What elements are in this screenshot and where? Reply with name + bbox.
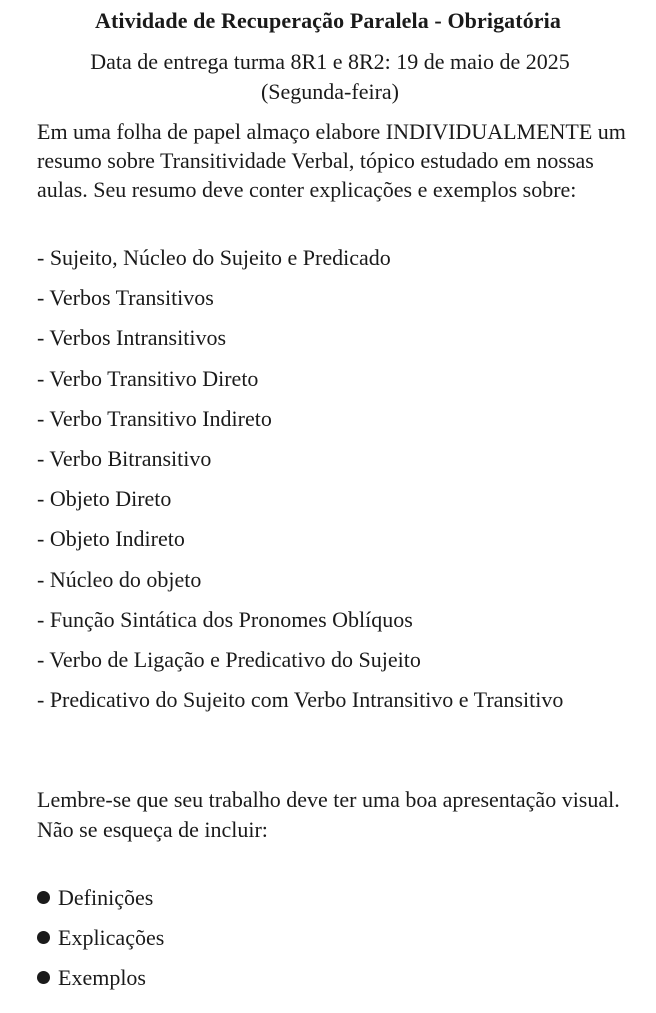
due-date: [40, 47, 620, 107]
topic-item: - Núcleo do objeto: [37, 566, 202, 592]
topic-item: - Sujeito, Núcleo do Sujeito e Predicado: [37, 245, 391, 270]
topic-item: - Verbo Bitransitivo: [37, 445, 212, 471]
topic-item: - Verbos Intransitivos: [37, 325, 227, 351]
checklist-item: [37, 923, 164, 953]
checklist: [37, 883, 164, 1003]
topic-item: - Função Sintática dos Pronomes Oblíquos: [37, 606, 413, 632]
bullet-icon: [37, 971, 50, 984]
document-title: Atividade de Recuperação Paralela - Obrigatória: [94, 8, 561, 33]
checklist-item: [37, 883, 164, 913]
topic-item: - Verbo Transitivo Indireto: [37, 405, 272, 431]
topic-item: - Objeto Direto: [37, 486, 172, 512]
reminder-paragraph: Lembre-se que seu trabalho deve ter uma boa apresentação visual. Não se esqueça de incluir:: [37, 787, 620, 842]
due-date-line: Data de entrega turma 8R1 e 8R2: 19 de maio de 2025: [90, 49, 570, 74]
topic-item: - Verbos Transitivos: [37, 285, 214, 311]
bullet-icon: [37, 891, 50, 904]
checklist-label: Exemplos: [58, 965, 146, 990]
bullet-icon: [37, 931, 50, 944]
checklist-label: Definições: [58, 885, 154, 910]
topic-item: - Verbo Transitivo Direto: [37, 365, 259, 391]
topic-item: - Verbo de Ligação e Predicativo do Sujeito: [37, 646, 421, 672]
due-day: (Segunda-feira): [260, 79, 400, 104]
checklist-item: [37, 963, 164, 993]
topic-list: [37, 243, 637, 724]
topic-item: - Objeto Indireto: [37, 526, 185, 552]
checklist-label: Explicações: [58, 925, 165, 950]
intro-paragraph: Em uma folha de papel almaço elabore INDIVIDUALMENTE um resumo sobre Transitividade Verbal, tópico estudado em nossas aulas. Seu resumo deve conter explicações e exemplos sobre:: [37, 119, 626, 202]
topic-item: - Predicativo do Sujeito com Verbo Intransitivo e Transitivo: [37, 687, 564, 713]
